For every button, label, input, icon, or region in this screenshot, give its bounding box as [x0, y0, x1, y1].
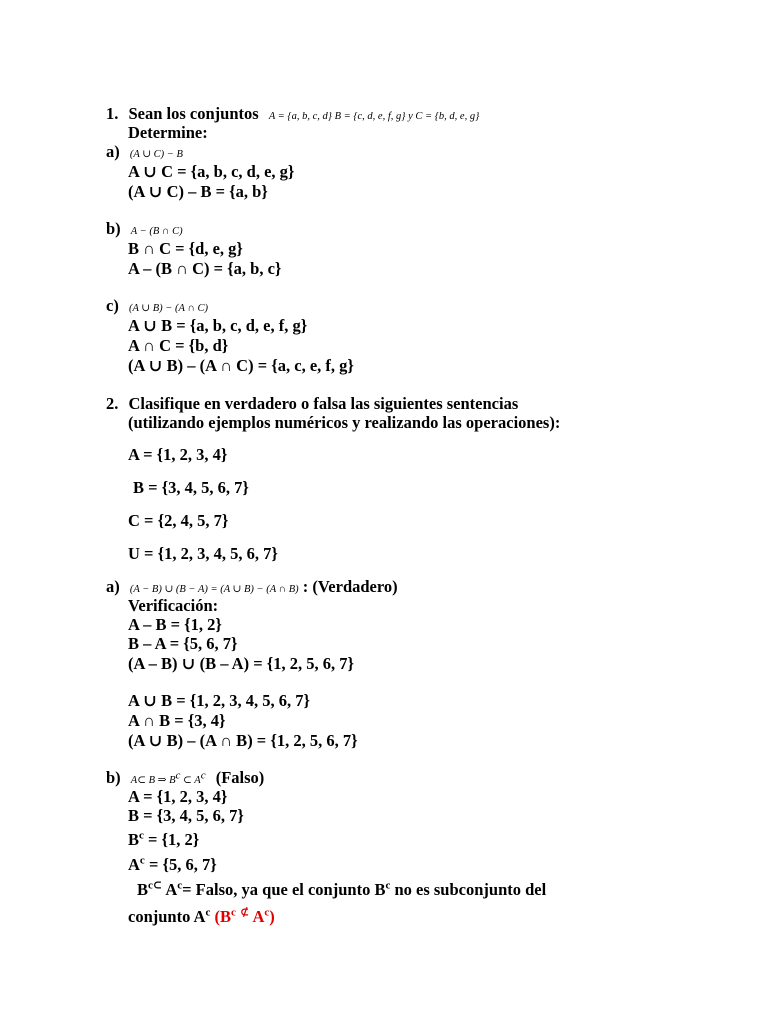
q2-intro-1: Clasifique en verdadero o falsa las siguientes sentencias	[128, 394, 519, 413]
q2-intro-2: (utilizando ejemplos numéricos y realizando las operaciones):	[128, 413, 561, 432]
q1a-line-1: A ∪ C = {a, b, c, d, e, g}	[128, 162, 295, 181]
q1c-line-2: A ∩ C = {b, d}	[128, 336, 229, 355]
q2-set-c: C = {2, 4, 5, 7}	[128, 511, 229, 530]
q2b-red-note: ($B^c$ ⊄ $A^c$)	[214, 906, 275, 926]
q2b-expr: A⊂ B ⇒ $B^c$ ⊂ $A^c$	[130, 769, 206, 786]
q1c-label: c)	[106, 296, 119, 315]
q1a-line-2: (A ∪ C) – B = {a, b}	[128, 182, 268, 201]
q2b-bc: $B^c = \{1$, 2}	[128, 829, 200, 849]
q2a-verdict: : (Verdadero)	[302, 577, 398, 596]
q1c-line-3: (A ∪ B) – (A ∩ C) = {a, c, e, f, g}	[128, 356, 354, 375]
q2-set-u: U = {1, 2, 3, 4, 5, 6, 7}	[128, 544, 278, 563]
q1c-line-1: A ∪ B = {a, b, c, d, e, f, g}	[128, 316, 308, 335]
q1b-line-2: A – (B ∩ C) = {a, b, c}	[128, 259, 282, 278]
q1a-expr: (A ∪ C) − B	[129, 149, 183, 160]
q2b-verdict: (Falso)	[215, 768, 265, 787]
q2b-line-2: B = {3, 4, 5, 6, 7}	[128, 806, 244, 825]
q2a-label: a)	[106, 577, 120, 596]
q2a-line-5: A ∩ B = {3, 4}	[128, 711, 226, 730]
q2b-line-1: A = {1, 2, 3, 4}	[128, 787, 228, 806]
q2a-expr: (A − B) ∪ (B − A) = (A ∪ B) − (A ∩ B)	[129, 584, 299, 595]
q2a-line-6: (A ∪ B) – (A ∩ B) = {1, 2, 5, 6, 7}	[128, 731, 358, 750]
q1a-label: a)	[106, 142, 120, 161]
q2a-line-4: A ∪ B = {1, 2, 3, 4, 5, 6, 7}	[128, 691, 310, 710]
q1-intro: Sean los conjuntos	[128, 104, 259, 123]
q2a-line-1: A – B = {1, 2}	[128, 615, 222, 634]
q2-set-a: A = {1, 2, 3, 4}	[128, 445, 228, 464]
q2-header	[106, 394, 518, 414]
q1b-expr: A − (B ∩ C)	[130, 226, 183, 237]
q1c-expr: (A ∪ B) − (A ∩ C)	[128, 303, 209, 314]
q2a-line-3: (A – B) ∪ (B – A) = {1, 2, 5, 6, 7}	[128, 654, 354, 673]
q2-number: 2.	[106, 394, 119, 413]
q2-set-b: B = {3, 4, 5, 6, 7}	[133, 478, 249, 497]
q2a-verification: Verificación:	[128, 596, 219, 615]
q2b-ac: $A^c = \{5$, 6, 7}	[128, 854, 217, 874]
q1b-line-1: B ∩ C = {d, e, g}	[128, 239, 243, 258]
q1-number: 1.	[106, 104, 119, 123]
q1b-label: b)	[106, 219, 121, 238]
q2b-conclusion-2: conjunto $A^c$ ($B^c$ ⊄ $A^c$)	[128, 906, 275, 926]
q2a-line-2: B – A = {5, 6, 7}	[128, 634, 238, 653]
q1-determine: Determine:	[128, 123, 208, 142]
q1-set-defs: A = {a, b, c, d} B = {c, d, e, f, g} y C = {b, d, e, g}	[268, 111, 480, 122]
q2b-conclusion-1: $B^{c\subset}$ $A^c=$ Falso, ya que el conjunto $B^c$ no es subconjunto del	[137, 879, 547, 899]
q2b-label: b)	[106, 768, 121, 787]
